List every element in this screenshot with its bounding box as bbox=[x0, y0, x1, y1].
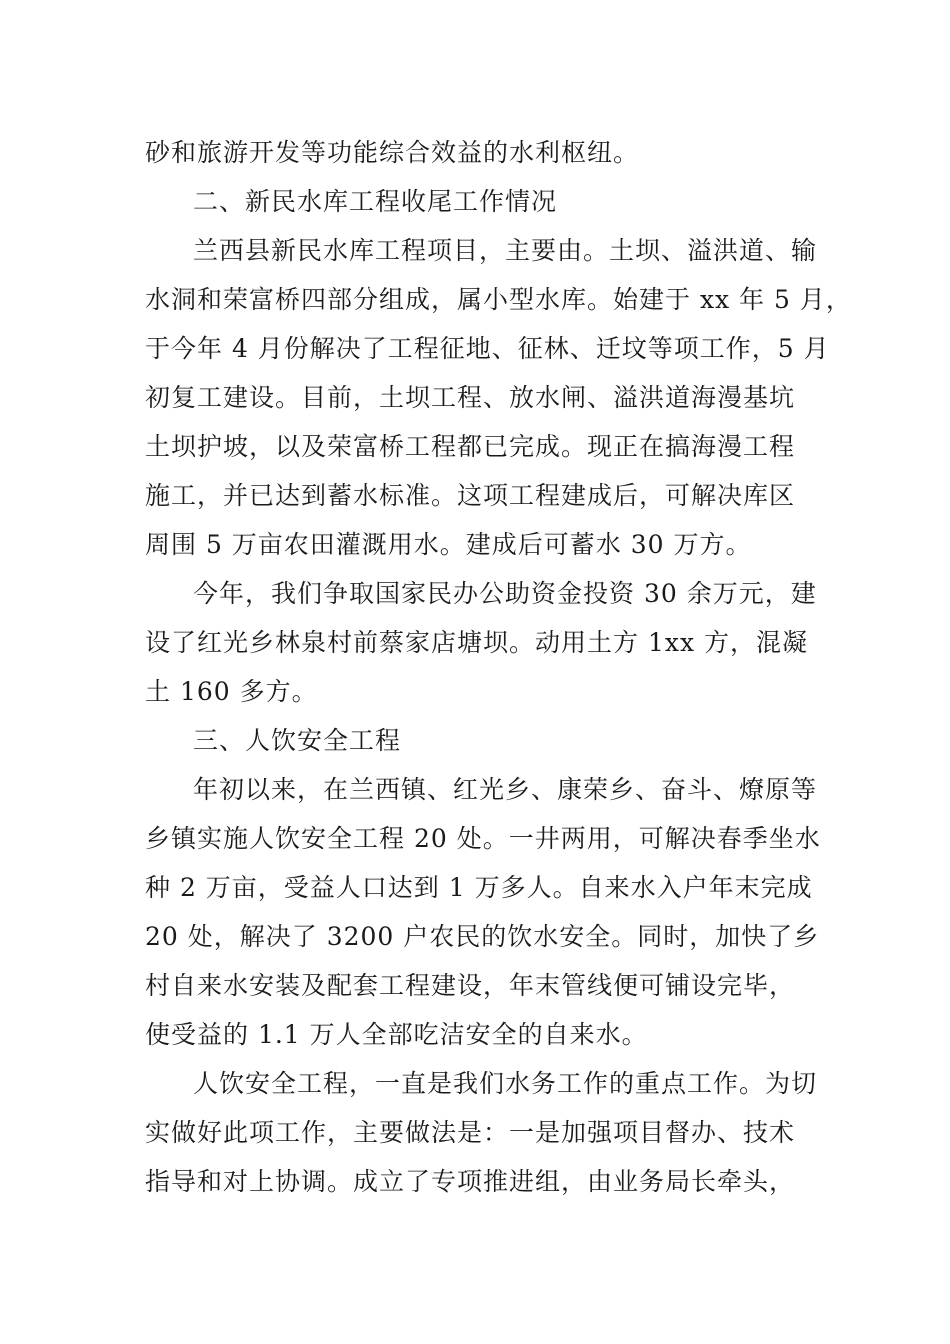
text-line: 指导和对上协调。成立了专项推进组，由业务局长牵头， bbox=[145, 1167, 796, 1196]
text-line: 初复工建设。目前，土坝工程、放水闸、溢洪道海漫基坑 bbox=[145, 383, 796, 412]
text-line: 砂和旅游开发等功能综合效益的水利枢纽。 bbox=[145, 138, 640, 167]
text-line: 兰西县新民水库工程项目，主要由。土坝、溢洪道、输 bbox=[193, 236, 818, 265]
text-line: 使受益的 1.1 万人全部吃洁安全的自来水。 bbox=[145, 1020, 648, 1049]
text-line: 土坝护坡，以及荣富桥工程都已完成。现正在搞海漫工程 bbox=[145, 432, 796, 461]
text-line: 实做好此项工作，主要做法是：一是加强项目督办、技术 bbox=[145, 1118, 796, 1147]
text-line: 设了红光乡林泉村前蔡家店塘坝。动用土方 1xx 方，混凝 bbox=[145, 628, 808, 657]
text-line: 年初以来，在兰西镇、红光乡、康荣乡、奋斗、燎原等 bbox=[193, 775, 818, 804]
text-line: 于今年 4 月份解决了工程征地、征林、迁坟等项工作，5 月 bbox=[145, 334, 830, 363]
text-line: 人饮安全工程，一直是我们水务工作的重点工作。为切 bbox=[193, 1069, 818, 1098]
section-heading: 三、人饮安全工程 bbox=[193, 726, 402, 755]
text-line: 种 2 万亩，受益人口达到 1 万多人。自来水入户年末完成 bbox=[145, 873, 813, 902]
text-line: 今年，我们争取国家民办公助资金投资 30 余万元，建 bbox=[193, 579, 817, 608]
section-heading: 二、新民水库工程收尾工作情况 bbox=[193, 187, 558, 216]
text-line: 土 160 多方。 bbox=[145, 677, 318, 706]
text-line: 村自来水安装及配套工程建设，年末管线便可铺设完毕， bbox=[145, 971, 796, 1000]
document-body bbox=[145, 128, 852, 1206]
text-line: 乡镇实施人饮安全工程 20 处。一井两用，可解决春季坐水 bbox=[145, 824, 821, 853]
text-line: 水洞和荣富桥四部分组成，属小型水库。始建于 xx 年 5 月， bbox=[145, 285, 852, 314]
text-line: 周围 5 万亩农田灌溉用水。建成后可蓄水 30 万方。 bbox=[145, 530, 752, 559]
text-line: 施工，并已达到蓄水标准。这项工程建成后，可解决库区 bbox=[145, 481, 796, 510]
text-line: 20 处，解决了 3200 户农民的饮水安全。同时，加快了乡 bbox=[145, 922, 820, 951]
